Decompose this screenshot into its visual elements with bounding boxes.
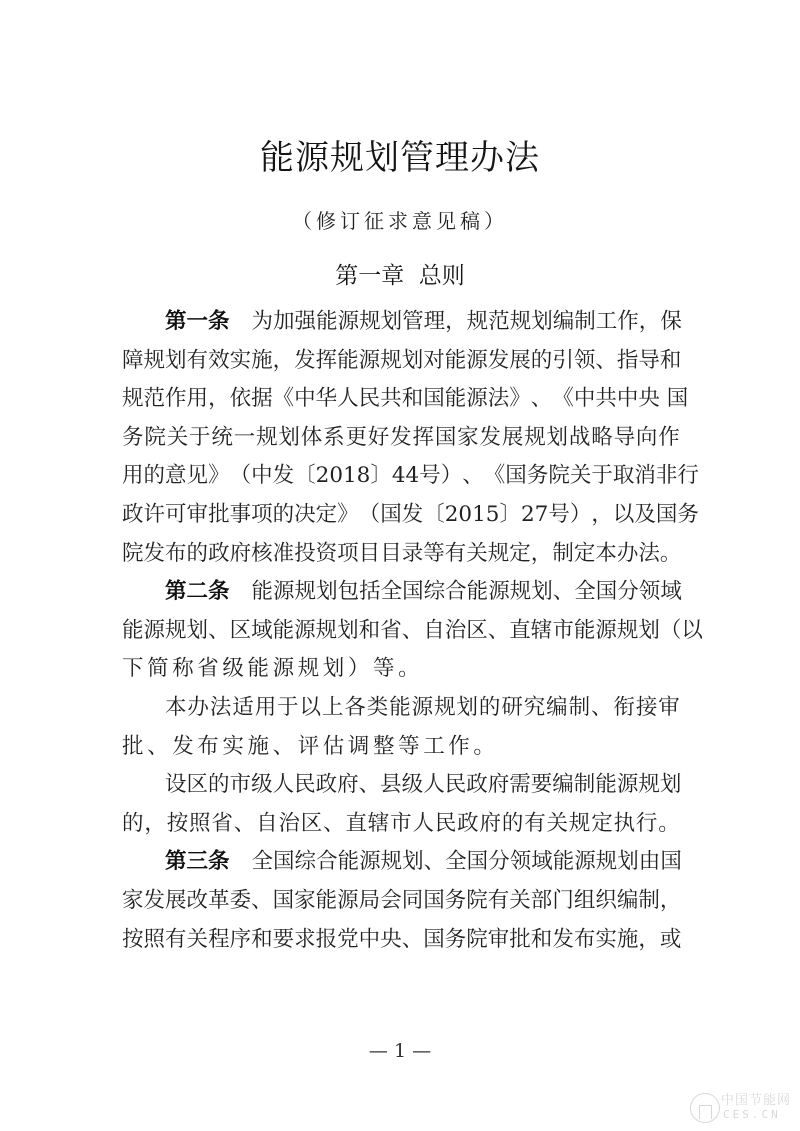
line-text: 按 照 有 关 程 序 和 要 求 报 党 中 央 、 国 务 院 审 批 和 发 布 实 施 ， 或 <box>122 926 682 952</box>
line-text: 能 源 规 划 包 括 全 国 综 合 能 源 规 划 、 全 国 分 领 域 <box>251 579 682 605</box>
line-text: 规 范 作 用 ， 依 据 《 中 华 人 民 共 和 国 能 源 法 》 、 《 中 共 中 央 国 <box>122 386 689 412</box>
article-label: 第三条 <box>165 849 230 875</box>
text-line <box>122 419 680 458</box>
document-title: 能源规划管理办法 <box>260 138 540 178</box>
line-text: 家 发 展 改 革 委 、 国 家 能 源 局 会 同 国 务 院 有 关 部 门 组 织 编 制 ， <box>122 887 682 913</box>
line-text: 政 许 可 审 批 事 项 的 决 定 》 （ 国 发 〔 2015 〕 27 号 ） ， 以 及 国 务 <box>122 501 699 527</box>
document-body <box>122 303 703 959</box>
line-text: 批、发布实施、评估调整等工作。 <box>122 733 499 759</box>
document-subtitle: （修订征求意见稿） <box>292 209 508 233</box>
line-text: 院 发 布 的 政 府 核 准 投 资 项 目 目 录 等 有 关 规 定 ， 制 定 本 办 法 。 <box>122 540 682 566</box>
text-line <box>122 380 689 419</box>
line-text: 能 源 规 划 、 区 域 能 源 规 划 和 省 、 自 治 区 、 直 辖 市 能 源 规 划 （ 以 <box>122 617 703 643</box>
chapter-heading: 第一章 总则 <box>335 263 465 289</box>
page-number: — 1 — <box>368 1040 432 1062</box>
line-text: 障 规 划 有 效 实 施 ， 发 挥 能 源 规 划 对 能 源 发 展 的 引 领 、 指 导 和 <box>122 347 682 373</box>
text-line <box>122 573 680 612</box>
text-line <box>122 496 699 535</box>
line-text: 的 ， 按 照 省 、 自 治 区 、 直 辖 市 人 民 政 府 的 有 关 规 定 执 行 。 <box>122 810 680 836</box>
text-line <box>122 689 680 728</box>
article-label: 第一条 <box>165 309 230 334</box>
text-line <box>122 766 680 805</box>
text-line <box>122 612 703 651</box>
text-line <box>122 342 680 381</box>
line-text: 为 加 强 能 源 规 划 管 理 ， 规 范 规 划 编 制 工 作 ， 保 <box>251 309 682 334</box>
line-text: 本 办 法 适 用 于 以 上 各 类 能 源 规 划 的 研 究 编 制 、 衔 接 审 <box>165 694 680 720</box>
line-text: 下简称省级能源规划）等。 <box>122 656 424 682</box>
line-text: 用 的 意 见 》 （ 中 发 〔 2018 〕 44 号 ） 、 《 国 务 院 关 于 取 消 非 行 <box>122 463 699 489</box>
text-line <box>122 921 680 960</box>
text-line <box>122 303 680 342</box>
text-line <box>122 843 680 882</box>
line-text: 设 区 的 市 级 人 民 政 府 、 县 级 人 民 政 府 需 要 编 制 能 源 规 划 <box>165 772 682 798</box>
line-text: 务 院 关 于 统 一 规 划 体 系 更 好 发 挥 国 家 发 展 规 划 战 略 导 向 作 <box>122 424 680 450</box>
ces-logo-icon <box>690 1093 720 1123</box>
watermark-name-en: CES.CN <box>723 1108 781 1121</box>
text-line <box>122 457 699 496</box>
text-line <box>122 650 680 689</box>
text-line <box>122 728 680 767</box>
text-line <box>122 882 680 921</box>
line-text: 全 国 综 合 能 源 规 划 、 全 国 分 领 域 能 源 规 划 由 国 <box>251 849 682 875</box>
watermark <box>690 1093 800 1129</box>
article-label: 第二条 <box>165 579 230 605</box>
text-line <box>122 805 680 844</box>
watermark-name-cn: 中国节能网 <box>721 1093 792 1108</box>
text-line <box>122 535 680 574</box>
